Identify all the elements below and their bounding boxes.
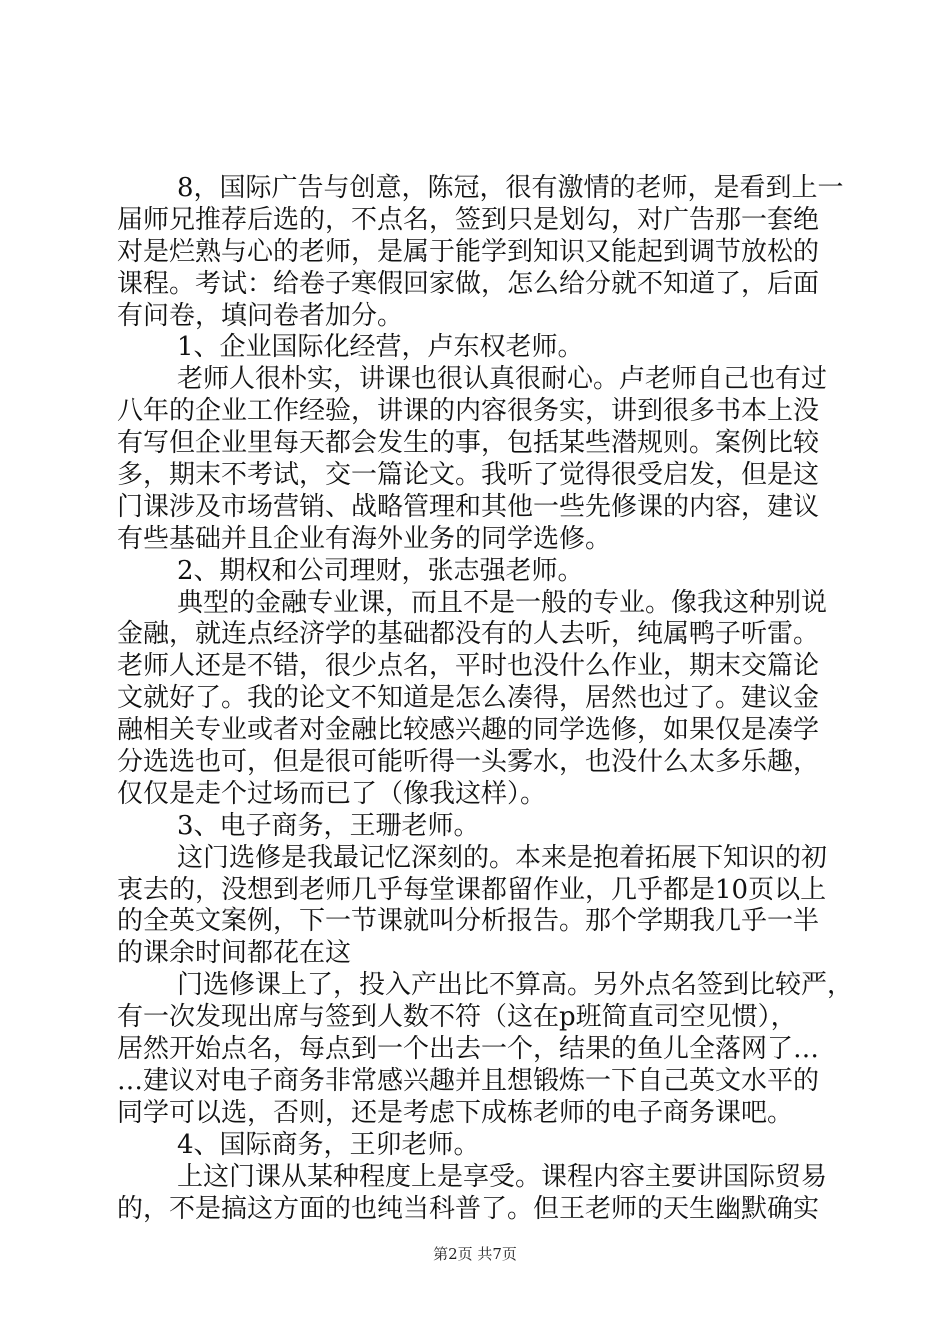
text-line: 门课涉及市场营销、战略管理和其他一些先修课的内容，建议: [117, 491, 820, 522]
text-line: 老师人还是不错，很少点名，平时也没什么作业，期末交篇论: [117, 651, 820, 682]
text-line: 融相关专业或者对金融比较感兴趣的同学选修，如果仅是凑学: [117, 715, 820, 746]
text-line: 的全英文案例，下一节课就叫分析报告。那个学期我几乎一半: [117, 906, 820, 937]
text-line: 有些基础并且企业有海外业务的同学选修。: [117, 523, 612, 554]
text-line: 有问卷，填问卷者加分。: [117, 300, 404, 331]
text-line: 文就好了。我的论文不知道是怎么凑得，居然也过了。建议金: [117, 683, 820, 714]
text-line: 典型的金融专业课，而且不是一般的专业。像我这种别说: [177, 587, 828, 618]
text-line: 八年的企业工作经验，讲课的内容很务实，讲到很多书本上没: [117, 396, 820, 427]
text-line: 届师兄推荐后选的，不点名，签到只是划勾，对广告那一套绝: [117, 204, 820, 235]
text-line: …建议对电子商务非常感兴趣并且想锻炼一下自己英文水平的: [117, 1065, 820, 1096]
text-line: 有一次发现出席与签到人数不符（这在p班简直司空见惯），: [117, 1002, 797, 1033]
text-line: 课程。考试：给卷子寒假回家做，怎么给分就不知道了，后面: [117, 268, 820, 299]
text-line: 多，期末不考试，交一篇论文。我听了觉得很受启发，但是这: [117, 460, 820, 491]
text-line: 老师人很朴实，讲课也很认真很耐心。卢老师自己也有过: [177, 364, 828, 395]
page-number-footer: 第2页 共7页: [433, 1245, 517, 1263]
text-line: 上这门课从某种程度上是享受。课程内容主要讲国际贸易: [177, 1161, 828, 1192]
text-line: 4、国际商务，王卯老师。: [177, 1129, 480, 1160]
text-line: 金融，就连点经济学的基础都没有的人去听，纯属鸭子听雷。: [117, 619, 820, 650]
text-line: 这门选修是我最记忆深刻的。本来是抱着拓展下知识的初: [177, 842, 828, 873]
text-line: 的课余时间都花在这: [117, 938, 352, 969]
text-line: 对是烂熟与心的老师，是属于能学到知识又能起到调节放松的: [117, 236, 820, 267]
text-line: 有写但企业里每天都会发生的事，包括某些潜规则。案例比较: [117, 428, 820, 459]
text-line: 衷去的，没想到老师几乎每堂课都留作业，几乎都是10页以上: [117, 874, 827, 905]
document-body: [117, 173, 854, 1225]
text-line: 1、企业国际化经营，卢东权老师。: [177, 332, 584, 363]
text-line: 门选修课上了，投入产出比不算高。另外点名签到比较严，: [177, 970, 854, 1001]
text-line: 同学可以选，否则，还是考虑下成栋老师的电子商务课吧。: [117, 1097, 794, 1128]
text-line: 8，国际广告与创意，陈冠，很有激情的老师，是看到上一: [177, 173, 844, 203]
text-line: 3、电子商务，王珊老师。: [177, 810, 480, 841]
text-line: 的，不是搞这方面的也纯当科普了。但王老师的天生幽默确实: [117, 1193, 820, 1224]
text-line: 2、期权和公司理财，张志强老师。: [177, 555, 584, 586]
text-line: 分选选也可，但是很可能听得一头雾水，也没什么太多乐趣，: [117, 747, 820, 778]
text-line: 仅仅是走个过场而已了（像我这样）。: [117, 778, 547, 809]
text-line: 居然开始点名，每点到一个出去一个，结果的鱼儿全落网了…: [117, 1034, 820, 1065]
